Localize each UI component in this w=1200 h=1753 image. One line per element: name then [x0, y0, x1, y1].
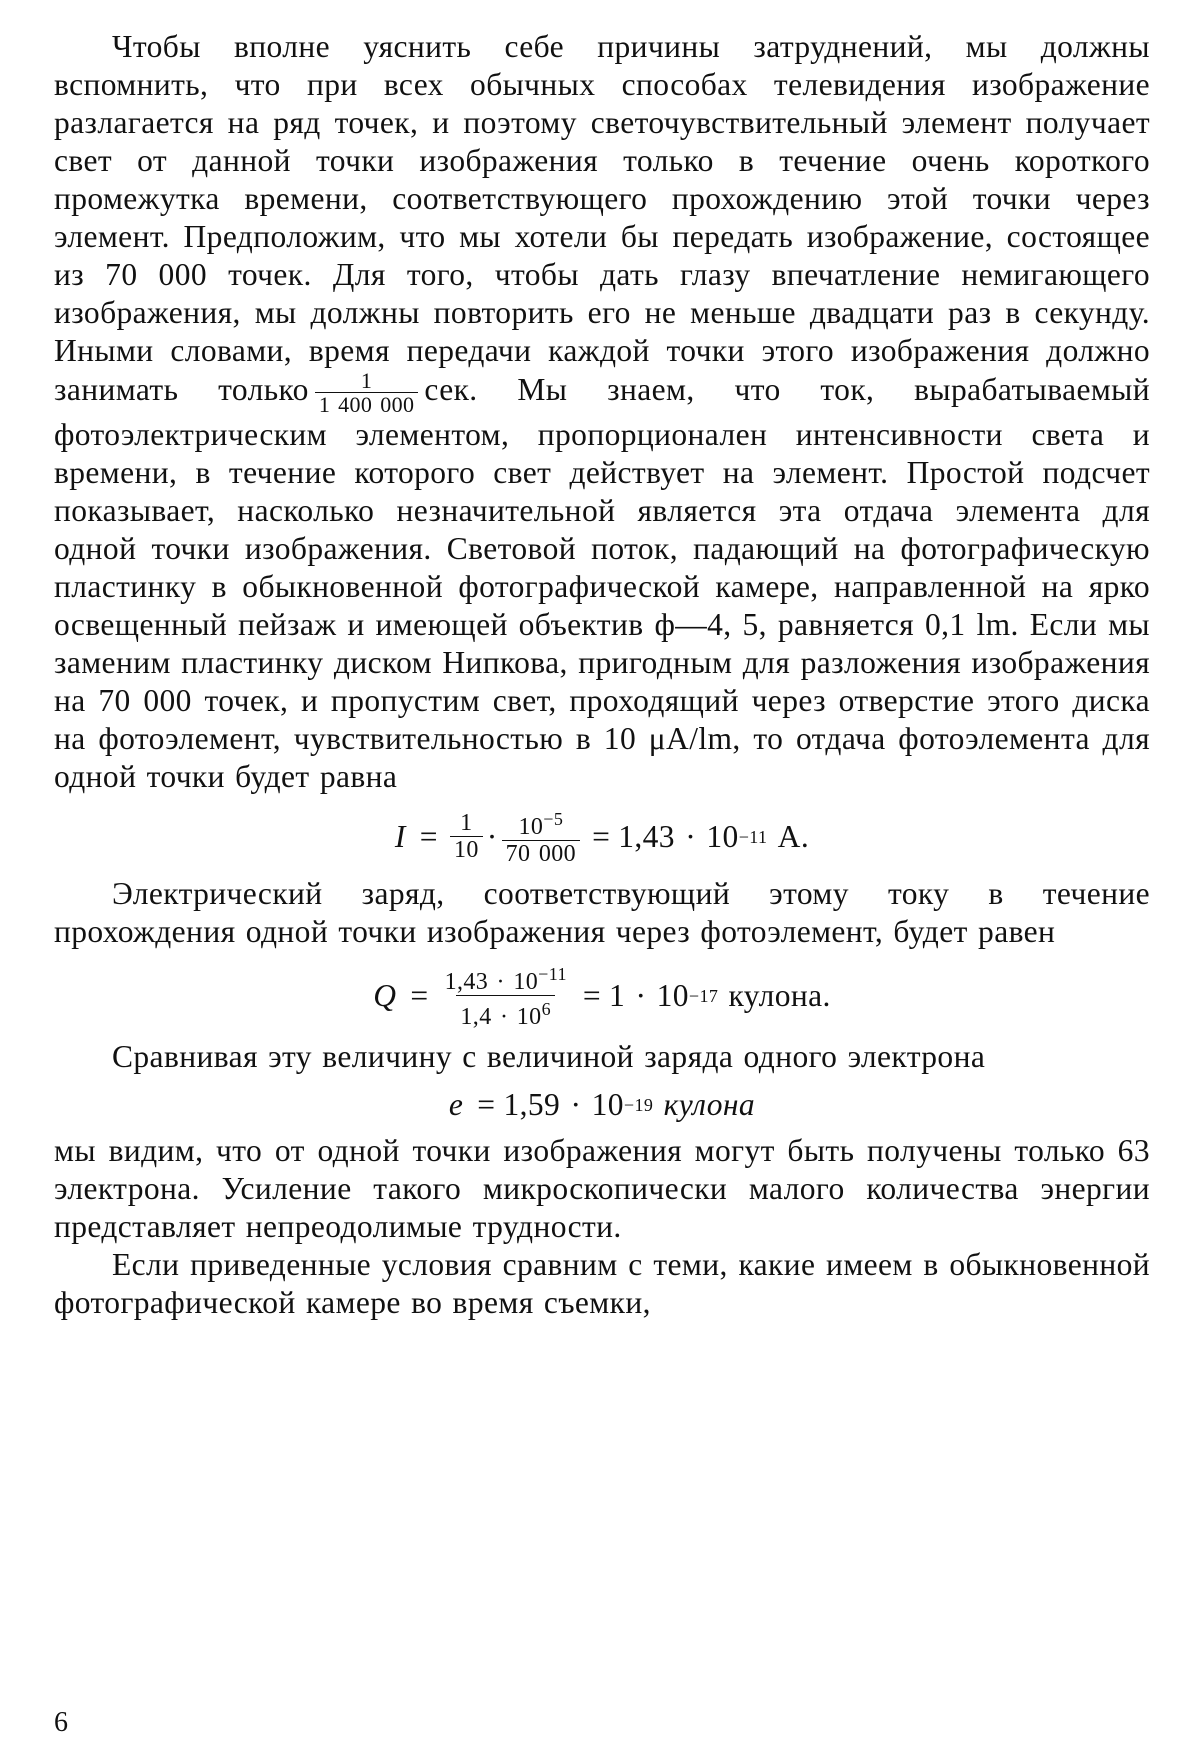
formula-current-fraction-2 — [502, 806, 580, 867]
fraction-1-numerator: 1 — [460, 810, 473, 836]
formula-charge-variable: Q — [373, 977, 397, 1013]
formula-electron — [54, 1086, 1150, 1124]
formula-charge-result-exponent: −17 — [688, 985, 719, 1006]
formula-charge-denominator-base: 1,4 · 10 — [460, 1004, 542, 1030]
formula-charge-fraction — [441, 961, 571, 1030]
paragraph-2: Электрический заряд, соответствующий этому току в течение прохождения одной точки изображения через фотоэлемент, будет равен — [54, 876, 1150, 949]
body-text — [54, 28, 1150, 1322]
formula-charge-numerator-exponent: −11 — [538, 964, 567, 984]
paragraph-1-continuation: сек. Мы знаем, что ток, вырабатываемый фотоэлектрическим элементом, пропорционален интенсивности света и времени, в течение которого свет действует на элемент. Простой подсчет показывает, насколько незначительной является эта отдача элемента для одной точки изображения. Световой поток, падающий на фотографическую пластинку в обыкновенной фотографической камере, направленной на ярко освещенный пейзаж и имеющей объектив ф—4, 5, равняется 0,1 lm. Если мы заменим пластинку диском Нипкова, пригодным для разложения изображения на 70 000 точек, и пропустим свет, проходящий через отверстие этого диска на фотоэлемент, чувствительностью в 10 μA/lm, то отдача фотоэлемента для одной точки будет равна — [54, 372, 1150, 794]
inline-fraction — [315, 370, 419, 416]
formula-charge-result-equals: = — [582, 977, 602, 1013]
fraction-1-denominator: 10 — [450, 836, 483, 863]
paragraph-1-text: Чтобы вполне уяснить себе причины затруднений, мы должны вспомнить, что при всех обычных способах телевидения изображение разлагается на ряд точек, и поэтому светочувствительный элемент получает свет от данной точки изображения только в течение очень короткого промежутка времени, соответствующего прохождению этой точки через элемент. Предположим, что мы хотели бы передать изображение, состоящее из 70 000 точек. Для того, чтобы дать глазу впечатление немигающего изображения, мы должны повторить его не меньше двадцати раз в секунду. Иными словами, время передачи каждой точки этого изображения должно занимать только — [54, 29, 1150, 408]
formula-charge-denominator-exponent: 6 — [541, 999, 551, 1019]
formula-current — [54, 806, 1150, 867]
formula-current-result: 1,43 · 10 — [618, 818, 739, 854]
formula-electron-equals: = — [477, 1087, 496, 1122]
inline-fraction-denominator: 1 400 000 — [315, 392, 419, 416]
fraction-2-numerator — [514, 806, 567, 840]
formula-electron-variable: e — [448, 1087, 464, 1122]
formula-charge — [54, 961, 1150, 1030]
paragraph-5: Если приведенные условия сравним с теми, какие имеем в обыкновенной фотографической камере во время съемки, — [54, 1247, 1150, 1320]
formula-current-equals: = — [419, 818, 438, 854]
paragraph-1 — [54, 28, 1150, 796]
fraction-2-numerator-exponent: −5 — [543, 809, 564, 829]
paragraph-3: Сравнивая эту величину с величиной заряда одного электрона — [112, 1039, 986, 1074]
formula-current-dot: · — [486, 818, 498, 854]
formula-charge-equals: = — [410, 977, 429, 1013]
formula-electron-result-exponent: −19 — [623, 1095, 654, 1115]
formula-charge-denominator — [456, 995, 555, 1030]
fraction-2-denominator: 70 000 — [502, 840, 580, 867]
formula-electron-result: 1,59 · 10 — [503, 1087, 624, 1122]
paragraph-4: мы видим, что от одной точки изображения могут быть получены только 63 электрона. Усиление такого микроскопически малого количества энергии представляет непреодолимые трудности. — [54, 1133, 1150, 1244]
formula-charge-numerator-base: 1,43 · 10 — [444, 969, 539, 995]
fraction-2-numerator-base: 10 — [518, 814, 544, 840]
inline-fraction-numerator: 1 — [360, 368, 373, 393]
formula-current-unit: A. — [777, 818, 810, 854]
formula-electron-unit: кулона — [663, 1087, 756, 1122]
formula-current-fraction-1 — [450, 810, 483, 863]
formula-charge-numerator — [441, 961, 571, 995]
formula-charge-result: 1 · 10 — [609, 977, 689, 1013]
formula-charge-unit: кулона. — [728, 977, 831, 1013]
formula-current-variable: I — [394, 818, 406, 854]
page-number: 6 — [54, 1707, 68, 1738]
formula-current-result-equals: = — [592, 818, 611, 854]
formula-current-result-exponent: −11 — [738, 826, 768, 847]
